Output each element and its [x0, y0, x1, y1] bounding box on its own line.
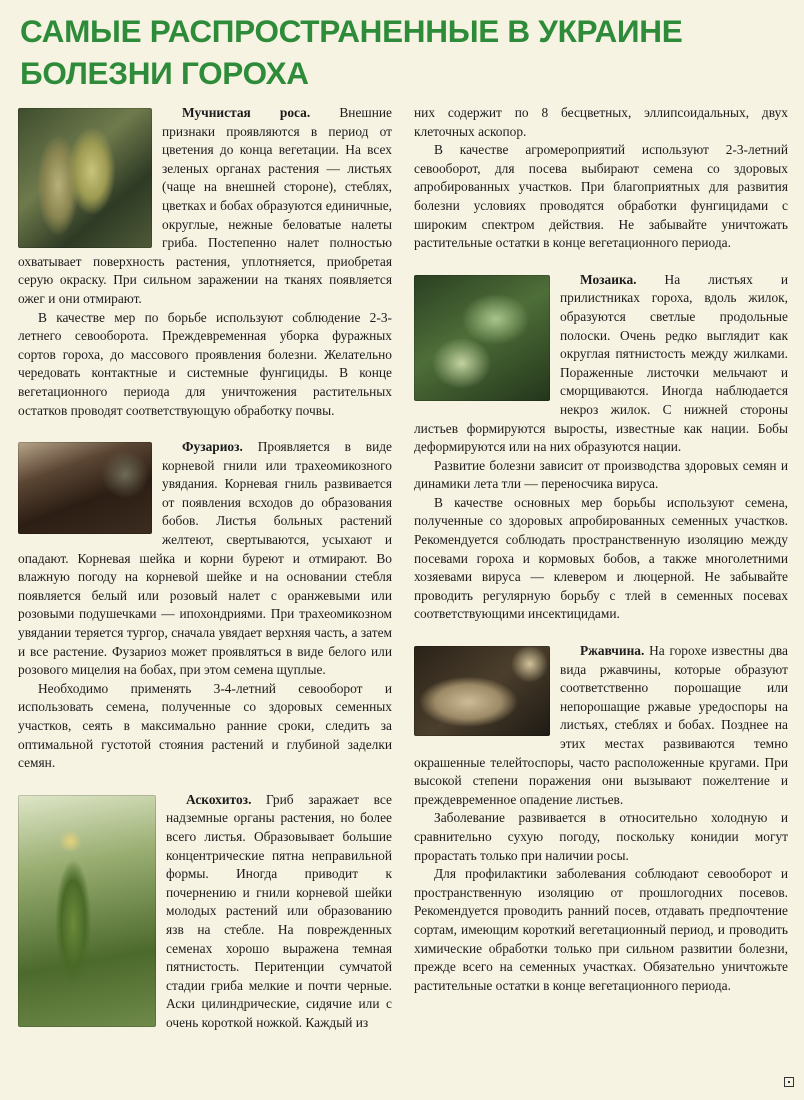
paragraph: Гриб заражает все надземные органы растения, но более всего листья. Образовывает большие концентрические пятна неправильной формы. Иногда приводит к почернению и гнили корневой шейки молодых растений или образованию язв на стебле. На поврежденных семенах хорошо выражена темная пятнистость. Перитенции сумчатой стадии гриба мелкие и почти черные. Аски цилиндрические, сидячие или с очень короткой ножкой. Каждый из: [166, 791, 392, 1030]
section-fusarium: [18, 438, 392, 773]
paragraph: В качестве основных мер борьбы используют семена, полученные со здоровых апробированных семенных участков. Рекомендуется соблюдать пространственную изоляцию между посевами гороха и кормовых бобов, а также многолетними хозяевами вируса — клевером и люцерной. Не забывайте проводить регулярную борьбу с тлей в семенных посевах соответствующими инсектицидами.: [414, 494, 788, 622]
section-heading: Мучнистая роса.: [182, 105, 311, 120]
right-column: [414, 104, 788, 995]
paragraph: них содержит по 8 бесцветных, эллипсоидальных, двух клеточных аскопор.: [414, 105, 788, 139]
paragraph: В качестве агромероприятий используют 2-3-летний севооборот, для посева выбирают семена со здоровых апробированных участков. При благоприятных для развития болезни условиях проводятся обработки фунгицидами с широким спектром действия. Не забывайте уничтожать растительные остатки в конце вегетационного периода.: [414, 142, 788, 251]
section-heading: Фузариоз.: [182, 439, 243, 455]
paragraph: Для профилактики заболевания соблюдают севооборот и пространственную изоляцию от прошлогодних посевов. Рекомендуется проводить ранний посев, отдавать предпочтение сортам, имеющим короткий вегетационный период, и проводить химические обработки только при сильном развитии болезни, прежде всего на семенных участках. Обязательно уничтожьте растительные остатки в конце вегетационного периода.: [414, 866, 788, 993]
section-heading: Мозаика.: [580, 271, 637, 287]
section-heading: Аскохитоз.: [186, 791, 252, 807]
end-of-article-mark: [784, 1077, 794, 1087]
paragraph: Внешние признаки проявляются в период от цветения до конца вегетации. На всех зеленых органах растения — листьях (чаще на внешней стороне), стеблях, цветках и бобах образуются единичные, округлые, нежные беловатые налеты гриба. Постепенно налет полностью охватывает поверхность растения, уплотняется, приобретая серую окраску. При сильном заражении на тканях появляется ожег и они отмирают.: [18, 105, 392, 306]
paragraph: На горохе известны два вида ржавчины, которые образуют соответственно порошащие или непорошащие ржавые уредоспоры на листьях, стеблях и бобах. Позднее на этих местах развиваются темно окрашенные телейтоспоры, часто расположенные кругами. При высокой степени поражения они вызывают пожелтение и преждевременное опадение листьев.: [414, 643, 788, 807]
fusarium-photo: [18, 442, 152, 534]
left-column: [18, 104, 392, 1033]
section-heading: Ржавчина.: [580, 643, 645, 659]
paragraph: Заболевание развивается в относительно холодную и сравнительно сухую погоду, поскольку конидии могут прорастать только при наличии росы.: [414, 810, 788, 863]
paragraph: В качестве мер по борьбе используют соблюдение 2-3-летнего севооборота. Преждевременная уборка фуражных сортов гороха, до массового проявления болезни. Желательно чередовать контактные и системные фунгициды. В конце вегетационного периода для уничтожения растительных остатков проводят соответствующую обработку почвы.: [18, 309, 392, 418]
section-ascochyta: [18, 791, 392, 1033]
page-title: САМЫЕ РАСПРОСТРАНЕННЫЕ В УКРАИНЕ БОЛЕЗНИ ГОРОХА: [20, 13, 683, 91]
paragraph: Проявляется в виде корневой гнили или трахеомикозного увядания. Корневая гниль развивается от появления всходов до образования бобов. Листья больных растений желтеют, свертываются, усыхают и опадают. Корневая шейка и корни буреют и отмирают. Во влажную погоду на корневой шейке и на основании стебля появляется белый или розовый налет с оранжевыми или розовыми подушечками — ипохондриями. При трахеомикозном увядании теряется тургор, сначала увядает верхняя часть, а затем и все растение. Фузариоз может проявляться в виде белого или розового мицелия на бобах, при этом семена щуплые.: [18, 439, 392, 678]
powdery-mildew-photo: [18, 108, 152, 248]
paragraph: Необходимо применять 3-4-летний севооборот и использовать семена, полученные со здоровых семенных участков, сеять в максимально ранние сроки, следить за оптимальной густотой стояния растений и глубиной заделки семян.: [18, 680, 392, 771]
paragraph: Развитие болезни зависит от производства здоровых семян и динамики лета тли — переносчика вируса.: [414, 457, 788, 492]
section-mosaic: [414, 271, 788, 624]
section-rust: [414, 642, 788, 995]
ascochyta-photo: [18, 795, 156, 1027]
rust-photo: [414, 646, 550, 736]
section-ascochyta-continued: [414, 104, 788, 253]
section-powdery-mildew: [18, 104, 392, 420]
mosaic-photo: [414, 275, 550, 401]
paragraph: На листьях и прилистниках гороха, вдоль жилок, образуются светлые продольные полоски. Очень редко выглядит как округлая пятнистость между жилками. Пораженные листочки мельчают и сморщиваются. Иногда наблюдается некроз жилок. С нижней стороны листьев формируются выросты, известные как нации. Бобы деформируются или на них образуются нации.: [414, 271, 788, 455]
